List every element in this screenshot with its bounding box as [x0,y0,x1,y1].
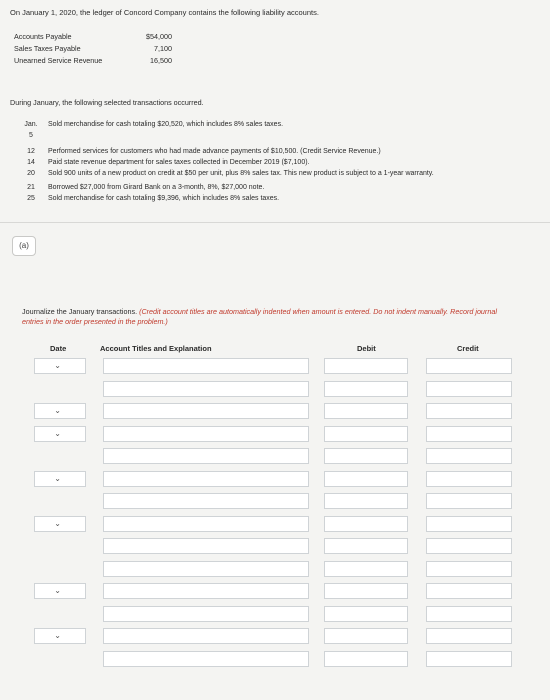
account-input[interactable] [103,538,309,554]
ledger-account-amount: $54,000 [146,32,172,41]
credit-input[interactable] [426,583,512,599]
transaction-date: Jan. [24,121,38,128]
ledger-account-name: Unearned Service Revenue [14,56,103,65]
chevron-down-icon: ⌄ [54,361,61,370]
transaction-desc: Paid state revenue department for sales taxes collected in December 2019 ($7,100). [48,159,310,166]
credit-input[interactable] [426,381,512,397]
debit-input[interactable] [324,516,408,532]
account-input[interactable] [103,381,309,397]
account-input[interactable] [103,516,309,532]
chevron-down-icon: ⌄ [54,428,61,438]
account-input[interactable] [103,606,309,622]
transaction-desc: Sold 900 units of a new product on credit at $50 per unit, plus 8% sales tax. This new product is subject to a 1-year warranty. [48,170,434,177]
debit-input[interactable] [324,606,408,622]
credit-input[interactable] [426,628,512,644]
date-select[interactable] [34,516,86,532]
account-input[interactable] [103,426,309,442]
header-account: Account Titles and Explanation [100,344,212,353]
account-input[interactable] [103,561,309,577]
debit-input[interactable] [324,628,408,644]
credit-input[interactable] [426,471,512,487]
debit-input[interactable] [324,651,408,667]
debit-input[interactable] [324,493,408,509]
transaction-row [14,194,484,204]
transaction-date: 20 [27,170,35,177]
credit-input[interactable] [426,561,512,577]
ledger-row [14,43,172,55]
credit-input[interactable] [426,448,512,464]
transaction-date: 25 [27,195,35,202]
credit-input[interactable] [426,426,512,442]
transactions-intro: During January, the following selected transactions occurred. [10,98,204,107]
part-label: (a) [12,236,36,256]
credit-input[interactable] [426,538,512,554]
account-input[interactable] [103,493,309,509]
transaction-date: 5 [29,132,33,139]
account-input[interactable] [103,448,309,464]
date-select[interactable] [34,471,86,487]
account-input[interactable] [103,358,309,374]
debit-input[interactable] [324,426,408,442]
account-input[interactable] [103,651,309,667]
chevron-down-icon: ⌄ [54,518,61,528]
ledger-row [14,55,172,67]
account-input[interactable] [103,403,309,419]
transaction-desc: Sold merchandise for cash totaling $20,520, which includes 8% sales taxes. [48,121,284,128]
transaction-row [14,120,484,130]
chevron-down-icon: ⌄ [54,631,61,640]
credit-input[interactable] [426,606,512,622]
ledger-list [14,31,172,67]
account-input[interactable] [103,471,309,487]
transaction-desc: Sold merchandise for cash totaling $9,396, which includes 8% sales taxes. [48,195,280,202]
ledger-account-name: Accounts Payable [14,32,72,41]
debit-input[interactable] [324,381,408,397]
date-select[interactable] [34,358,86,374]
instructions-main: Journalize the January transactions. [22,307,138,316]
debit-input[interactable] [324,583,408,599]
account-input[interactable] [103,583,309,599]
transaction-row [14,183,484,193]
debit-input[interactable] [324,448,408,464]
intro-text: On January 1, 2020, the ledger of Concord Company contains the following liability accounts. [10,8,319,17]
date-select[interactable] [34,426,86,442]
debit-input[interactable] [324,538,408,554]
transaction-row [14,158,484,168]
transaction-date: 12 [27,148,35,155]
debit-input[interactable] [324,561,408,577]
instructions-note: (Credit account titles are automatically indented when amount is entered. Do not indent manually. Record journal entries in the order presented in the problem.) [22,307,497,326]
instructions [22,307,502,327]
transaction-date: 14 [27,159,35,166]
ledger-row [14,31,172,43]
chevron-down-icon: ⌄ [54,406,61,415]
ledger-account-amount: 7,100 [154,44,172,53]
debit-input[interactable] [324,358,408,374]
date-select[interactable] [34,583,86,599]
transaction-row [14,169,484,179]
chevron-down-icon: ⌄ [54,473,61,483]
header-credit: Credit [457,344,479,353]
debit-input[interactable] [324,471,408,487]
transactions-list [14,120,484,205]
header-date: Date [50,344,67,353]
transaction-desc: Performed services for customers who had made advance payments of $10,500. (Credit Service Revenue.) [48,148,381,155]
credit-input[interactable] [426,651,512,667]
ledger-account-amount: 16,500 [150,56,172,65]
date-select[interactable] [34,628,86,644]
ledger-account-name: Sales Taxes Payable [14,44,81,53]
chevron-down-icon: ⌄ [54,586,61,595]
credit-input[interactable] [426,493,512,509]
date-select[interactable] [34,403,86,419]
transaction-row [14,131,484,141]
debit-input[interactable] [324,403,408,419]
credit-input[interactable] [426,403,512,419]
section-divider [0,222,550,223]
transaction-row [14,147,484,157]
credit-input[interactable] [426,358,512,374]
account-input[interactable] [103,628,309,644]
transaction-desc [48,131,484,141]
header-debit: Debit [357,344,376,353]
credit-input[interactable] [426,516,512,532]
transaction-date: 21 [27,184,35,191]
transaction-desc: Borrowed $27,000 from Girard Bank on a 3-month, 8%, $27,000 note. [48,184,265,191]
